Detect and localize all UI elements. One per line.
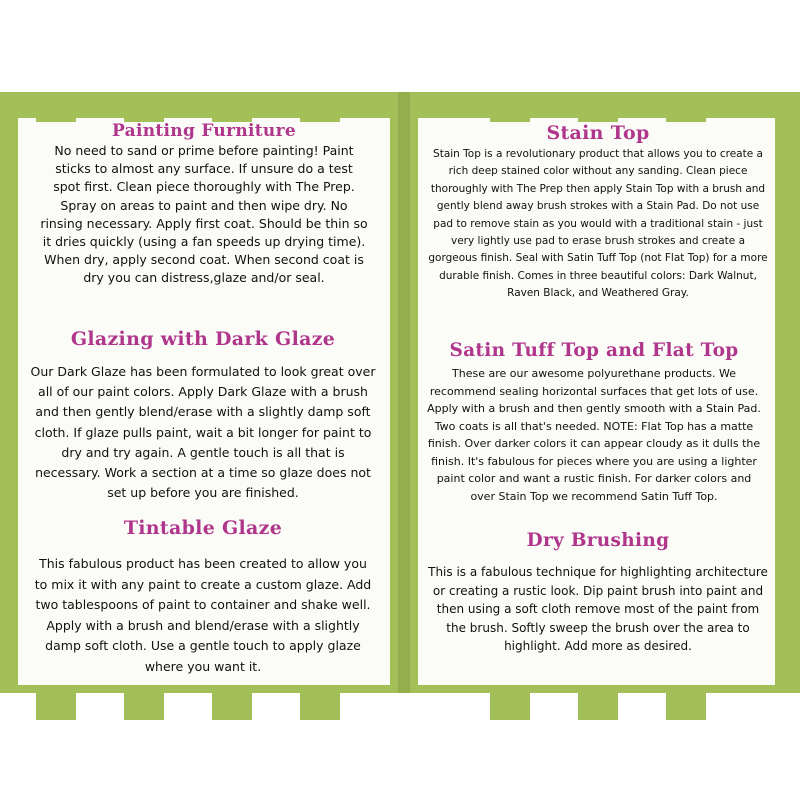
section-body: Our Dark Glaze has been formulated to look great over all of our paint colors. Apply Dark Glaze with a brush and then gently blend/erase with a slightly damp soft cloth. If glaze pulls paint, wait a bit longer for paint to dry and try again. A gentle touch is all that is necessary. Work a section at a time so glaze does not set up before you are finished. [30,364,376,501]
section-title: Glazing with Dark Glaze [70,328,336,350]
stripe-decoration [578,690,618,720]
section-body: These are our awesome polyurethane products. We recommend sealing horizontal surfaces that get lots of use. Apply with a brush and then gently smooth with a Stain Pad. Two coats is all that's needed. NOTE: Flat Top has a matte finish. Over darker colors it can appear cloudy as it dulls the finish. It's fabulous for pieces where you are using a lighter paint color and want a rustic finish. For darker colors and over Stain Top we recommend Satin Tuff Top. [427,367,761,503]
glazing-section [30,324,376,503]
stripe-decoration [124,690,164,720]
stripe-decoration [578,92,618,122]
card-fold-seam [398,92,410,693]
stain-top-section [426,120,770,303]
section-body: This is a fabulous technique for highlighting architecture or creating a rustic look. Dip paint brush into paint and then using a soft cloth remove most of the paint from the brush. Softly sweep the brush over the area to highlight. Add more as desired. [428,565,768,654]
stripe-decoration [666,92,706,122]
section-title: Satin Tuff Top and Flat Top [449,340,739,361]
section-body: This fabulous product has been created to allow you to mix it with any paint to create a custom glaze. Add two tablespoons of paint to container and shake well. Apply with a brush and blend/erase with a slightly damp soft cloth. Use a gentle touch to apply glaze where you want it. [34,556,372,674]
stripe-decoration [212,690,252,720]
section-body: No need to sand or prime before painting! Paint sticks to almost any surface. If unsure do a test spot first. Clean piece thoroughly with The Prep. Spray on areas to paint and then wipe dry. No rinsing necessary. Apply first coat. Should be thin so it dries quickly (using a fan speeds up drying time). When dry, apply second coat. When second coat is dry you can distress,glaze and/or seal. [40,143,368,286]
stripe-decoration [666,690,706,720]
stripe-decoration [212,92,252,122]
section-body: Stain Top is a revolutionary product that allows you to create a rich deep stained color without any sanding. Clean piece thoroughly with The Prep then apply Stain Top with a brush and gently blend away brush strokes with a Stain Pad. Do not use pad to remove stain as you would with a traditional stain - just very lightly use pad to erase brush strokes and create a gorgeous finish. Seal with Satin Tuff Top (not Flat Top) for a more durable finish. Comes in three beautiful colors: Dark Walnut, Raven Black, and Weathered Gray. [428,148,768,300]
dry-brushing-section [426,527,770,656]
section-title: Stain Top [546,122,650,144]
stripe-decoration [300,690,340,720]
stripe-decoration [300,92,340,122]
stripe-decoration [490,690,530,720]
section-title: Tintable Glaze [123,517,283,539]
tintable-glaze-section [32,514,374,677]
stripe-decoration [124,92,164,122]
stripe-decoration [490,92,530,122]
stripe-decoration [36,690,76,720]
section-title: Painting Furniture [112,121,296,141]
painting-furniture-section [40,121,368,288]
satin-tuff-top-section [424,337,764,505]
stripe-decoration [36,92,76,122]
section-title: Dry Brushing [526,530,670,551]
